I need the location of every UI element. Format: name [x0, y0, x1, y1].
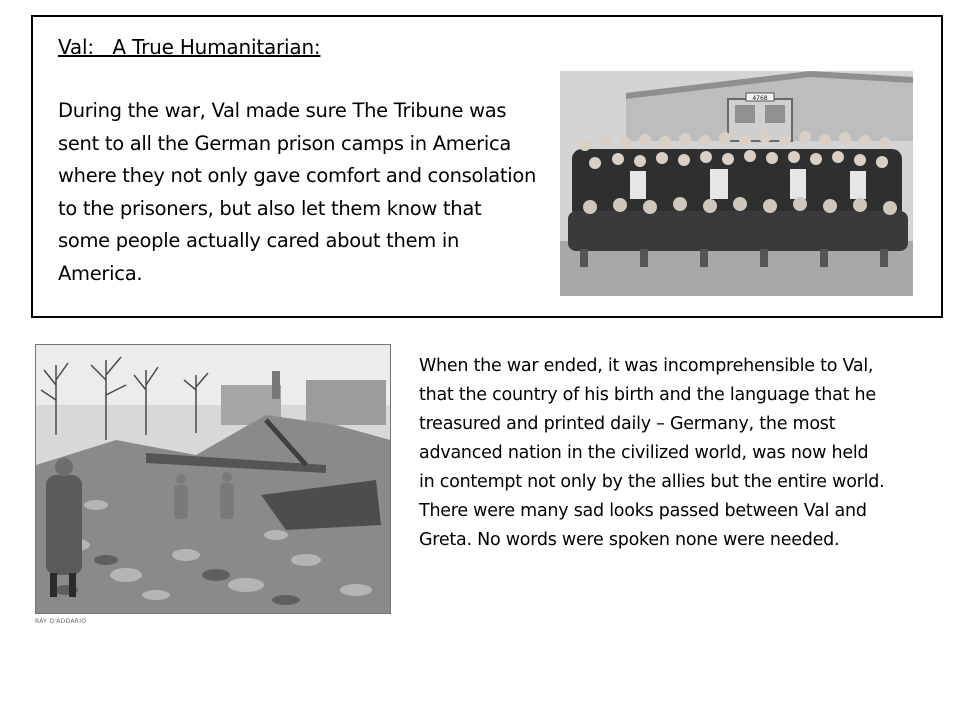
slide-title: Val: A True Humanitarian:	[58, 35, 321, 59]
photo-credit: RAY D'ADDARIO	[35, 618, 87, 625]
rubble-ruins-photo	[35, 344, 391, 614]
svg-text:4768: 4768	[752, 95, 768, 102]
war-ended-paragraph: When the war ended, it was incomprehensible to Val, that the country of his birth and the language that he treasured and printed daily – Germany, the most advanced nation in the civilized world, was now held in contempt not only by the allies but the entire world. There were many sad looks passed between Val and Greta. No words were spoken none were needed.	[419, 356, 885, 550]
humanitarian-paragraph: During the war, Val made sure The Tribune was sent to all the German prison camps in America where they not only gave comfort and consolation to the prisoners, but also let them know that some people actually cared about them in America.	[58, 99, 537, 285]
prisoner-camp-group-photo	[560, 71, 913, 296]
